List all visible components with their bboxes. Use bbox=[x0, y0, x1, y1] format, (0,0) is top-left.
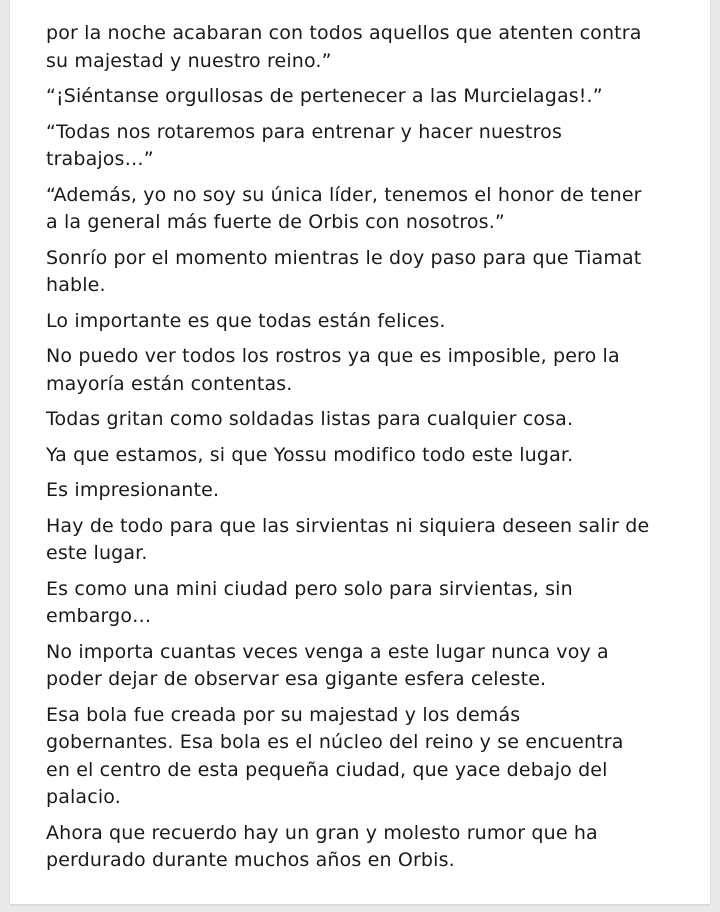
text-line: Es impresionante. bbox=[46, 479, 220, 501]
text-line: “Además, yo no soy su única líder, tenemos el honor de tener bbox=[46, 183, 642, 206]
text-line: No puedo ver todos los rostros ya que es imposible, pero la bbox=[46, 345, 620, 367]
paragraph bbox=[46, 820, 706, 875]
paragraph bbox=[46, 182, 706, 237]
document-body bbox=[46, 20, 706, 883]
paragraph bbox=[46, 245, 706, 300]
document-page bbox=[10, 0, 710, 904]
paragraph bbox=[46, 442, 706, 470]
paragraph bbox=[46, 639, 706, 694]
text-line: a la general más fuerte de Orbis con nosotros.” bbox=[46, 211, 505, 233]
text-line: Hay de todo para que las sirvientas ni siquiera deseen salir de bbox=[46, 514, 650, 537]
paragraph bbox=[46, 576, 706, 631]
paragraph bbox=[46, 477, 706, 505]
paragraph bbox=[46, 308, 706, 336]
text-line: Lo importante es que todas están felices. bbox=[46, 309, 446, 332]
text-line: Todas gritan como soldadas listas para cualquier cosa. bbox=[46, 408, 574, 430]
text-line: mayoría están contentas. bbox=[46, 372, 293, 395]
paragraph bbox=[46, 83, 706, 111]
text-line: Esa bola fue creada por su majestad y los demás bbox=[46, 703, 521, 726]
text-line: poder dejar de observar esa gigante esfera celeste. bbox=[46, 668, 547, 690]
text-line: en el centro de esta pequeña ciudad, que yace debajo del bbox=[46, 758, 608, 781]
text-line: “Todas nos rotaremos para entrenar y hacer nuestros bbox=[46, 120, 563, 143]
text-line: este lugar. bbox=[46, 542, 148, 564]
paragraph bbox=[46, 406, 706, 434]
paragraph bbox=[46, 343, 706, 398]
text-line: Es como una mini ciudad pero solo para sirvientas, sin bbox=[46, 577, 573, 600]
text-line: Sonrío por el momento mientras le doy paso para que Tiamat bbox=[46, 246, 642, 269]
text-line: embargo… bbox=[46, 605, 152, 627]
text-line: No importa cuantas veces venga a este lugar nunca voy a bbox=[46, 640, 609, 663]
text-line: Ya que estamos, si que Yossu modifico todo este lugar. bbox=[46, 443, 574, 466]
text-line: su majestad y nuestro reino.” bbox=[46, 49, 332, 72]
paragraph bbox=[46, 119, 706, 174]
text-line: hable. bbox=[46, 274, 106, 296]
text-line: por la noche acabaran con todos aquellos que atenten contra bbox=[46, 22, 642, 44]
text-line: perdurado durante muchos años en Orbis. bbox=[46, 849, 455, 871]
paragraph bbox=[46, 702, 706, 812]
text-line: trabajos…” bbox=[46, 148, 154, 170]
paragraph bbox=[46, 513, 706, 568]
paragraph bbox=[46, 20, 706, 75]
text-line: palacio. bbox=[46, 786, 121, 808]
text-line: gobernantes. Esa bola es el núcleo del reino y se encuentra bbox=[46, 731, 624, 753]
text-line: “¡Siéntanse orgullosas de pertenecer a las Murcielagas!.” bbox=[46, 85, 603, 107]
text-line: Ahora que recuerdo hay un gran y molesto rumor que ha bbox=[46, 821, 598, 844]
